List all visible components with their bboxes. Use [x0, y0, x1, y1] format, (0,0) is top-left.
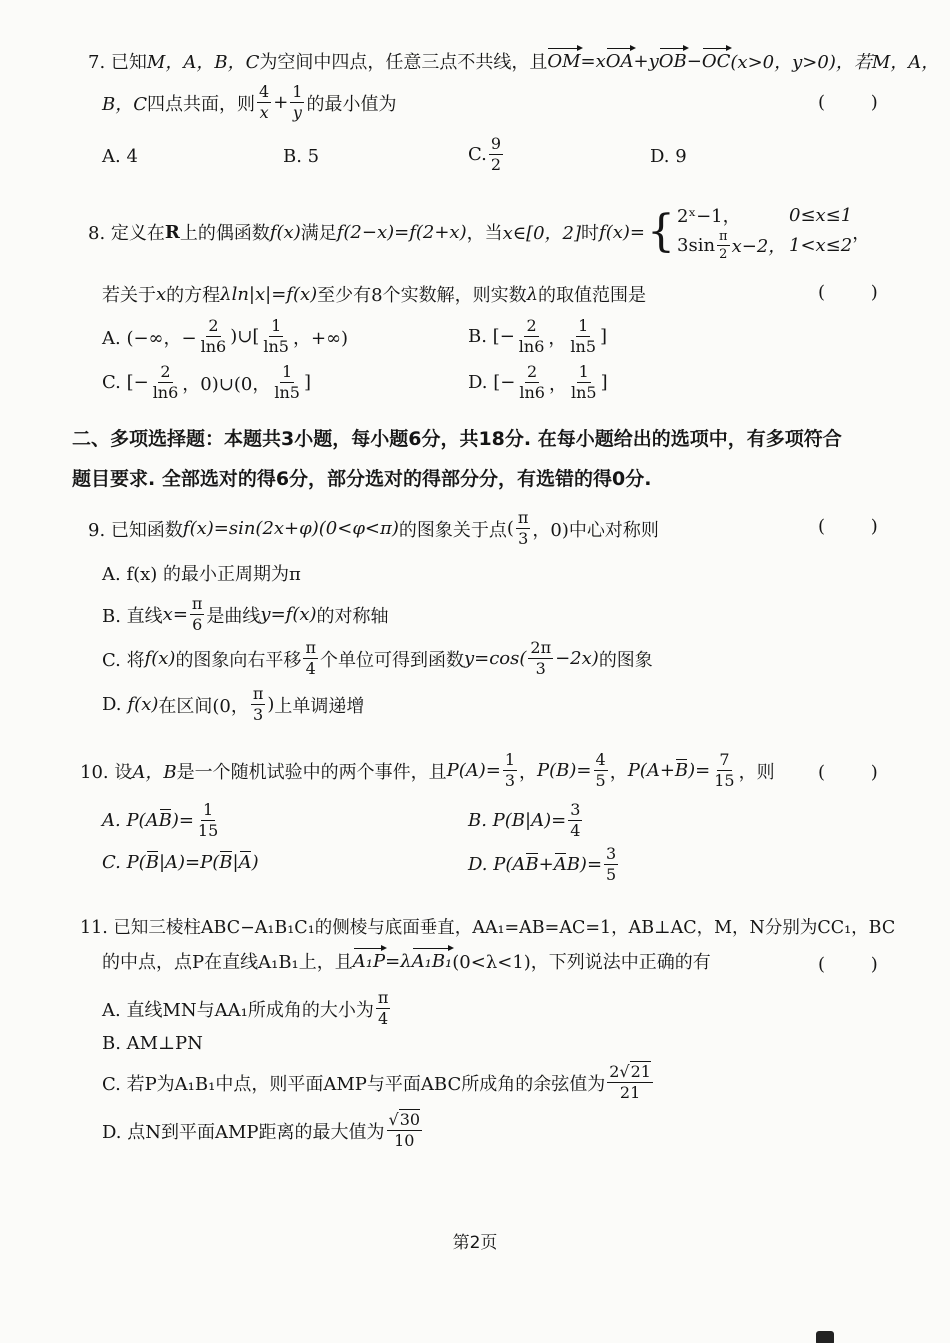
q9-option-b[interactable]: B. 直线 x= $\frac{\pi}{6}$ 是曲线 y=f(x) 的对称轴 — [102, 594, 389, 634]
fraction: $\frac{3}{4}$ — [570, 800, 581, 840]
section-heading-line2: 题目要求. 全部选对的得6分，部分选对的得部分分，有选错的得0分. — [72, 468, 652, 490]
fraction: $\frac{2}{\ln 6}$ — [152, 362, 179, 402]
app-logo-icon — [816, 1331, 834, 1343]
piecewise-cases: 2ˣ−1， 0≤x≤1 3sin $\frac{\pi}{2}$ x−2， 1<x≤2 — [677, 204, 853, 262]
fraction: $\frac{\pi}{4}$ — [305, 638, 316, 678]
fraction: $\frac{1}{\ln 5}$ — [570, 362, 597, 402]
q9-option-c[interactable]: C. 将 f(x) 的图象向右平移 $\frac{\pi}{4}$ 个单位可得到函数 y=cos( $\frac{2\pi}{3}$ −2x) 的图象 — [102, 638, 653, 678]
fraction: $\frac{2}{\ln 6}$ — [519, 362, 545, 402]
q11-option-d[interactable]: D. 点N到平面AMP距离的最大值为 $\frac{√30}{10}$ — [102, 1110, 421, 1150]
vector-om: OM — [547, 50, 581, 72]
q8-option-c[interactable]: C. [− $\frac{2}{\ln 6}$ ，0)∪(0， $\frac{1}{\ln 5}$ ] — [102, 362, 311, 402]
q11-line1: 11. 已知三棱柱ABC−A₁B₁C₁的侧棱与底面垂直，AA₁=AB=AC=1，AB⊥AC，M，N分别为CC₁，BC — [80, 918, 896, 938]
left-brace: { — [647, 206, 675, 257]
q8-option-b[interactable]: B. [− $\frac{2}{\ln 6}$ ， $\frac{1}{\ln 5}$ ] — [468, 316, 608, 356]
q11-option-a[interactable]: A. 直线MN与AA₁所成角的大小为 $\frac{\pi}{4}$ — [102, 988, 389, 1028]
fraction: $\frac{1}{\ln 5}$ — [570, 316, 596, 356]
answer-paren-q9[interactable]: ( ) — [818, 516, 878, 537]
fraction: $\frac{\pi}{2}$ — [719, 228, 728, 262]
q7-option-b[interactable]: B. 5 — [283, 146, 320, 167]
vector-ob: OB — [658, 50, 687, 72]
fraction: $\frac{3}{5}$ — [606, 844, 617, 884]
section-heading-line1: 二、多项选择题：本题共3小题，每小题6分，共18分. 在每小题给出的选项中，有多项符合 — [72, 428, 842, 450]
fraction: $\frac{\pi}{3}$ — [252, 684, 264, 724]
q9-stem: 9. 已知函数 f(x)=sin(2x+φ)(0<φ<π) 的图象关于点 ( $\frac{\pi}{3}$ ，0) 中心对称则 — [88, 508, 659, 548]
vector-a1b1: A₁B₁ — [411, 950, 453, 972]
fraction: $\frac{2\pi}{3}$ — [530, 638, 552, 678]
q11-line2: 的中点，点P在直线A₁B₁上，且 A₁P =λ A₁B₁ (0<λ<1)，下列说法中正确的有 — [102, 950, 711, 973]
q10-option-a[interactable]: A. P(A B )= $\frac{1}{15}$ — [102, 800, 219, 840]
fraction: $\frac{\pi}{3}$ — [517, 508, 529, 548]
fraction: $\frac{\pi}{4}$ — [377, 988, 389, 1028]
fraction: $\frac{1}{15}$ — [197, 800, 219, 840]
watermark-logo — [810, 1329, 950, 1343]
fraction: $\frac{1}{3}$ — [504, 750, 516, 790]
q8-line1: 8. 定义在 R 上的偶函数 f(x) 满足 f(2−x)=f(2+x) ，当 x∈[0，2] 时 f(x)= { 2ˣ−1， 0≤x≤1 3sin $\frac{\pi}{2}$ x−2， 1<x≤2 ， — [88, 202, 870, 262]
fraction: $\frac{√30}{10}$ — [388, 1110, 421, 1150]
answer-paren-q7[interactable]: ( ) — [818, 92, 878, 113]
answer-paren-q8[interactable]: ( ) — [818, 282, 878, 303]
q8-option-a[interactable]: A. (−∞，− $\frac{2}{\ln 6}$ )∪[ $\frac{1}{\ln 5}$ ，+∞) — [102, 316, 349, 356]
page-number: 第2页 — [452, 1233, 498, 1253]
q8-option-d[interactable]: D. [− $\frac{2}{\ln 6}$ ， $\frac{1}{\ln 5}$ ] — [468, 362, 608, 402]
q7-line1: 7. 已知 M，A，B，C 为空间中四点，任意三点不共线，且 OM =x OA +y OB − OC (x>0，y>0)，若M，A， — [88, 50, 940, 73]
q7-option-a[interactable]: A. 4 — [102, 146, 138, 167]
q9-option-d[interactable]: D. f(x) 在区间 (0， $\frac{\pi}{3}$ ) 上单调递增 — [102, 684, 365, 724]
q10-stem: 10. 设 A，B 是一个随机试验中的两个事件，且 P(A)= $\frac{1}{3}$ ， P(B)= $\frac{4}{5}$ ， P(A+ B )= $\frac{7}{15}$ ，则 — [80, 750, 775, 790]
fraction: $\frac{1}{\ln 5}$ — [274, 362, 300, 402]
answer-paren-q11[interactable]: ( ) — [818, 954, 878, 975]
fraction: $\frac{4}{x}$ — [259, 82, 270, 122]
vector-oa: OA — [605, 50, 634, 72]
q11-option-b[interactable]: B. AM⊥PN — [102, 1033, 203, 1054]
fraction: $\frac{9}{2}$ — [490, 134, 502, 174]
fraction: $\frac{7}{15}$ — [714, 750, 735, 790]
q10-option-d[interactable]: D. P(A B + A B)= $\frac{3}{5}$ — [468, 844, 617, 884]
answer-paren-q10[interactable]: ( ) — [818, 762, 878, 783]
fraction: $\frac{\pi}{6}$ — [191, 594, 203, 634]
q10-option-b[interactable]: B. P(B|A)= $\frac{3}{4}$ — [468, 800, 581, 840]
fraction: $\frac{1}{\ln 5}$ — [263, 316, 289, 356]
q9-option-a[interactable]: A. f(x) 的最小正周期为π — [102, 564, 301, 585]
vector-oc: OC — [701, 50, 731, 72]
q7-option-c[interactable]: C. $\frac{9}{2}$ — [468, 134, 502, 174]
q10-option-c[interactable]: C. P( B |A)=P( B | A ) — [102, 852, 259, 873]
vector-a1p: A₁P — [352, 950, 386, 972]
fraction: $\frac{4}{5}$ — [595, 750, 606, 790]
fraction: $\frac{2}{\ln 6}$ — [518, 316, 545, 356]
fraction: $\frac{1}{y}$ — [292, 82, 303, 122]
fraction: $\frac{2√21}{21}$ — [609, 1062, 651, 1102]
q8-line2: 若关于 x 的方程 λln|x|=f(x) 至少有8个实数解，则实数 λ 的取值范围是 — [102, 283, 647, 306]
fraction: $\frac{2}{\ln 6}$ — [200, 316, 227, 356]
q7-line2: B，C 四点共面，则 $\frac{4}{x}$ + $\frac{1}{y}$ 的最小值为 — [102, 82, 397, 122]
q7-option-d[interactable]: D. 9 — [650, 146, 687, 167]
q11-option-c[interactable]: C. 若P为A₁B₁中点，则平面AMP与平面ABC所成角的余弦值为 $\frac{2√21}{21}$ — [102, 1062, 651, 1102]
